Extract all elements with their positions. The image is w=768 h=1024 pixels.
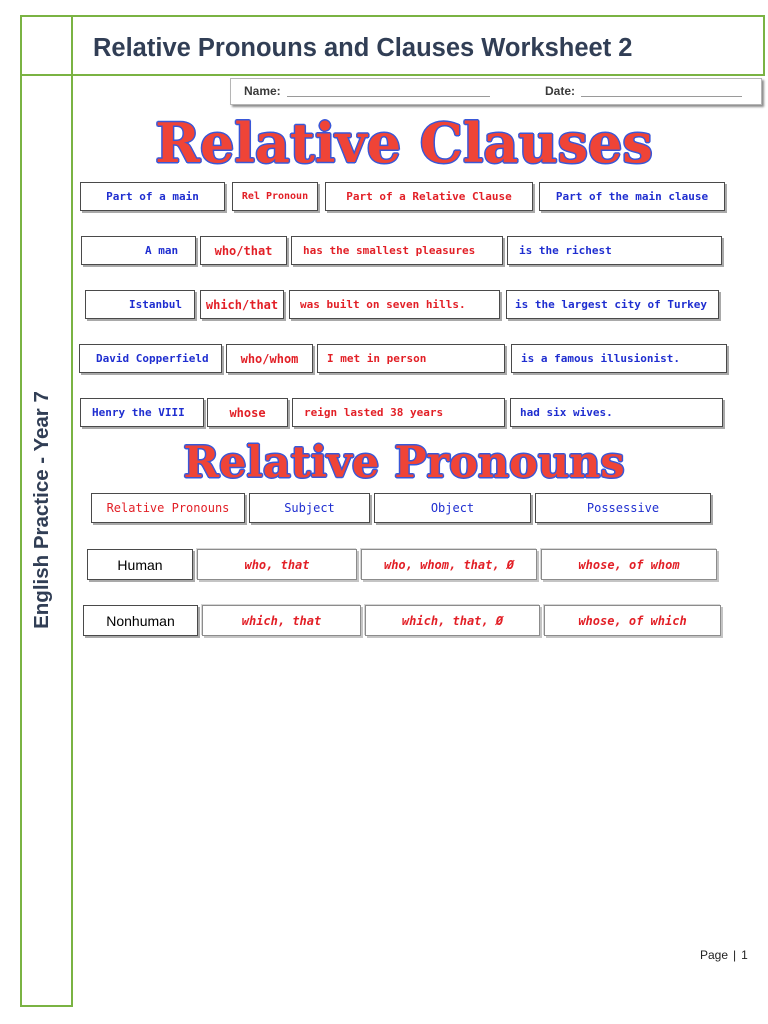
clause-row bbox=[0, 236, 768, 270]
page-separator: | bbox=[733, 948, 737, 962]
page-number: 1 bbox=[741, 948, 748, 962]
date-blank-line bbox=[581, 95, 742, 97]
antecedent-cell: A man bbox=[81, 236, 196, 265]
possessive-pronoun-cell: whose, of which bbox=[544, 605, 721, 636]
pronoun-header-row bbox=[0, 493, 768, 527]
noun-type-cell: Human bbox=[87, 549, 193, 580]
antecedent-cell: Istanbul bbox=[85, 290, 195, 319]
student-info-box bbox=[230, 78, 762, 105]
clause-header-relative-clause: Part of a Relative Clause bbox=[325, 182, 533, 211]
relative-clauses-title: Relative Clauses bbox=[155, 111, 653, 175]
main-clause-cell: had six wives. bbox=[510, 398, 723, 427]
clause-row bbox=[0, 290, 768, 324]
pronoun-header-subject: Subject bbox=[249, 493, 370, 523]
relative-clause-cell: reign lasted 38 years bbox=[292, 398, 505, 427]
name-blank-line bbox=[287, 95, 490, 97]
antecedent-cell: Henry the VIII bbox=[80, 398, 204, 427]
possessive-pronoun-cell: whose, of whom bbox=[541, 549, 717, 580]
pronoun-header-possessive: Possessive bbox=[535, 493, 711, 523]
page-label: Page bbox=[700, 948, 729, 962]
main-clause-cell: is the largest city of Turkey bbox=[506, 290, 719, 319]
pronoun-row bbox=[0, 605, 768, 639]
antecedent-cell: David Copperfield bbox=[79, 344, 222, 373]
pronoun-header-object: Object bbox=[374, 493, 531, 523]
relative-clause-cell: I met in person bbox=[317, 344, 505, 373]
page-footer bbox=[700, 947, 748, 963]
relative-pronoun-cell: who/that bbox=[200, 236, 287, 265]
pronoun-header-label: Relative Pronouns bbox=[91, 493, 245, 523]
relative-clause-cell: has the smallest pleasures bbox=[291, 236, 503, 265]
relative-pronoun-cell: who/whom bbox=[226, 344, 313, 373]
page-title: Relative Pronouns and Clauses Worksheet 2 bbox=[93, 34, 633, 62]
object-pronoun-cell: which, that, Ø bbox=[365, 605, 540, 636]
pronoun-row bbox=[0, 549, 768, 583]
object-pronoun-cell: who, whom, that, Ø bbox=[361, 549, 537, 580]
name-label: Name: bbox=[244, 84, 281, 98]
sidebar-label: English Practice - Year 7 bbox=[30, 391, 53, 629]
clause-header-main-part: Part of a main bbox=[80, 182, 225, 211]
clause-row bbox=[0, 344, 768, 378]
noun-type-cell: Nonhuman bbox=[83, 605, 198, 636]
relative-pronoun-cell: whose bbox=[207, 398, 288, 427]
clause-header-row bbox=[0, 182, 768, 216]
date-label: Date: bbox=[545, 84, 576, 98]
clause-row bbox=[0, 398, 768, 432]
relative-pronoun-cell: which/that bbox=[200, 290, 284, 319]
clause-header-rel-pronoun: Rel Pronoun bbox=[232, 182, 318, 211]
main-clause-cell: is a famous illusionist. bbox=[511, 344, 727, 373]
relative-pronouns-title: Relative Pronouns bbox=[183, 438, 625, 488]
subject-pronoun-cell: which, that bbox=[202, 605, 361, 636]
subject-pronoun-cell: who, that bbox=[197, 549, 357, 580]
main-clause-cell: is the richest bbox=[507, 236, 722, 265]
clause-header-main-clause: Part of the main clause bbox=[539, 182, 725, 211]
relative-clause-cell: was built on seven hills. bbox=[289, 290, 500, 319]
